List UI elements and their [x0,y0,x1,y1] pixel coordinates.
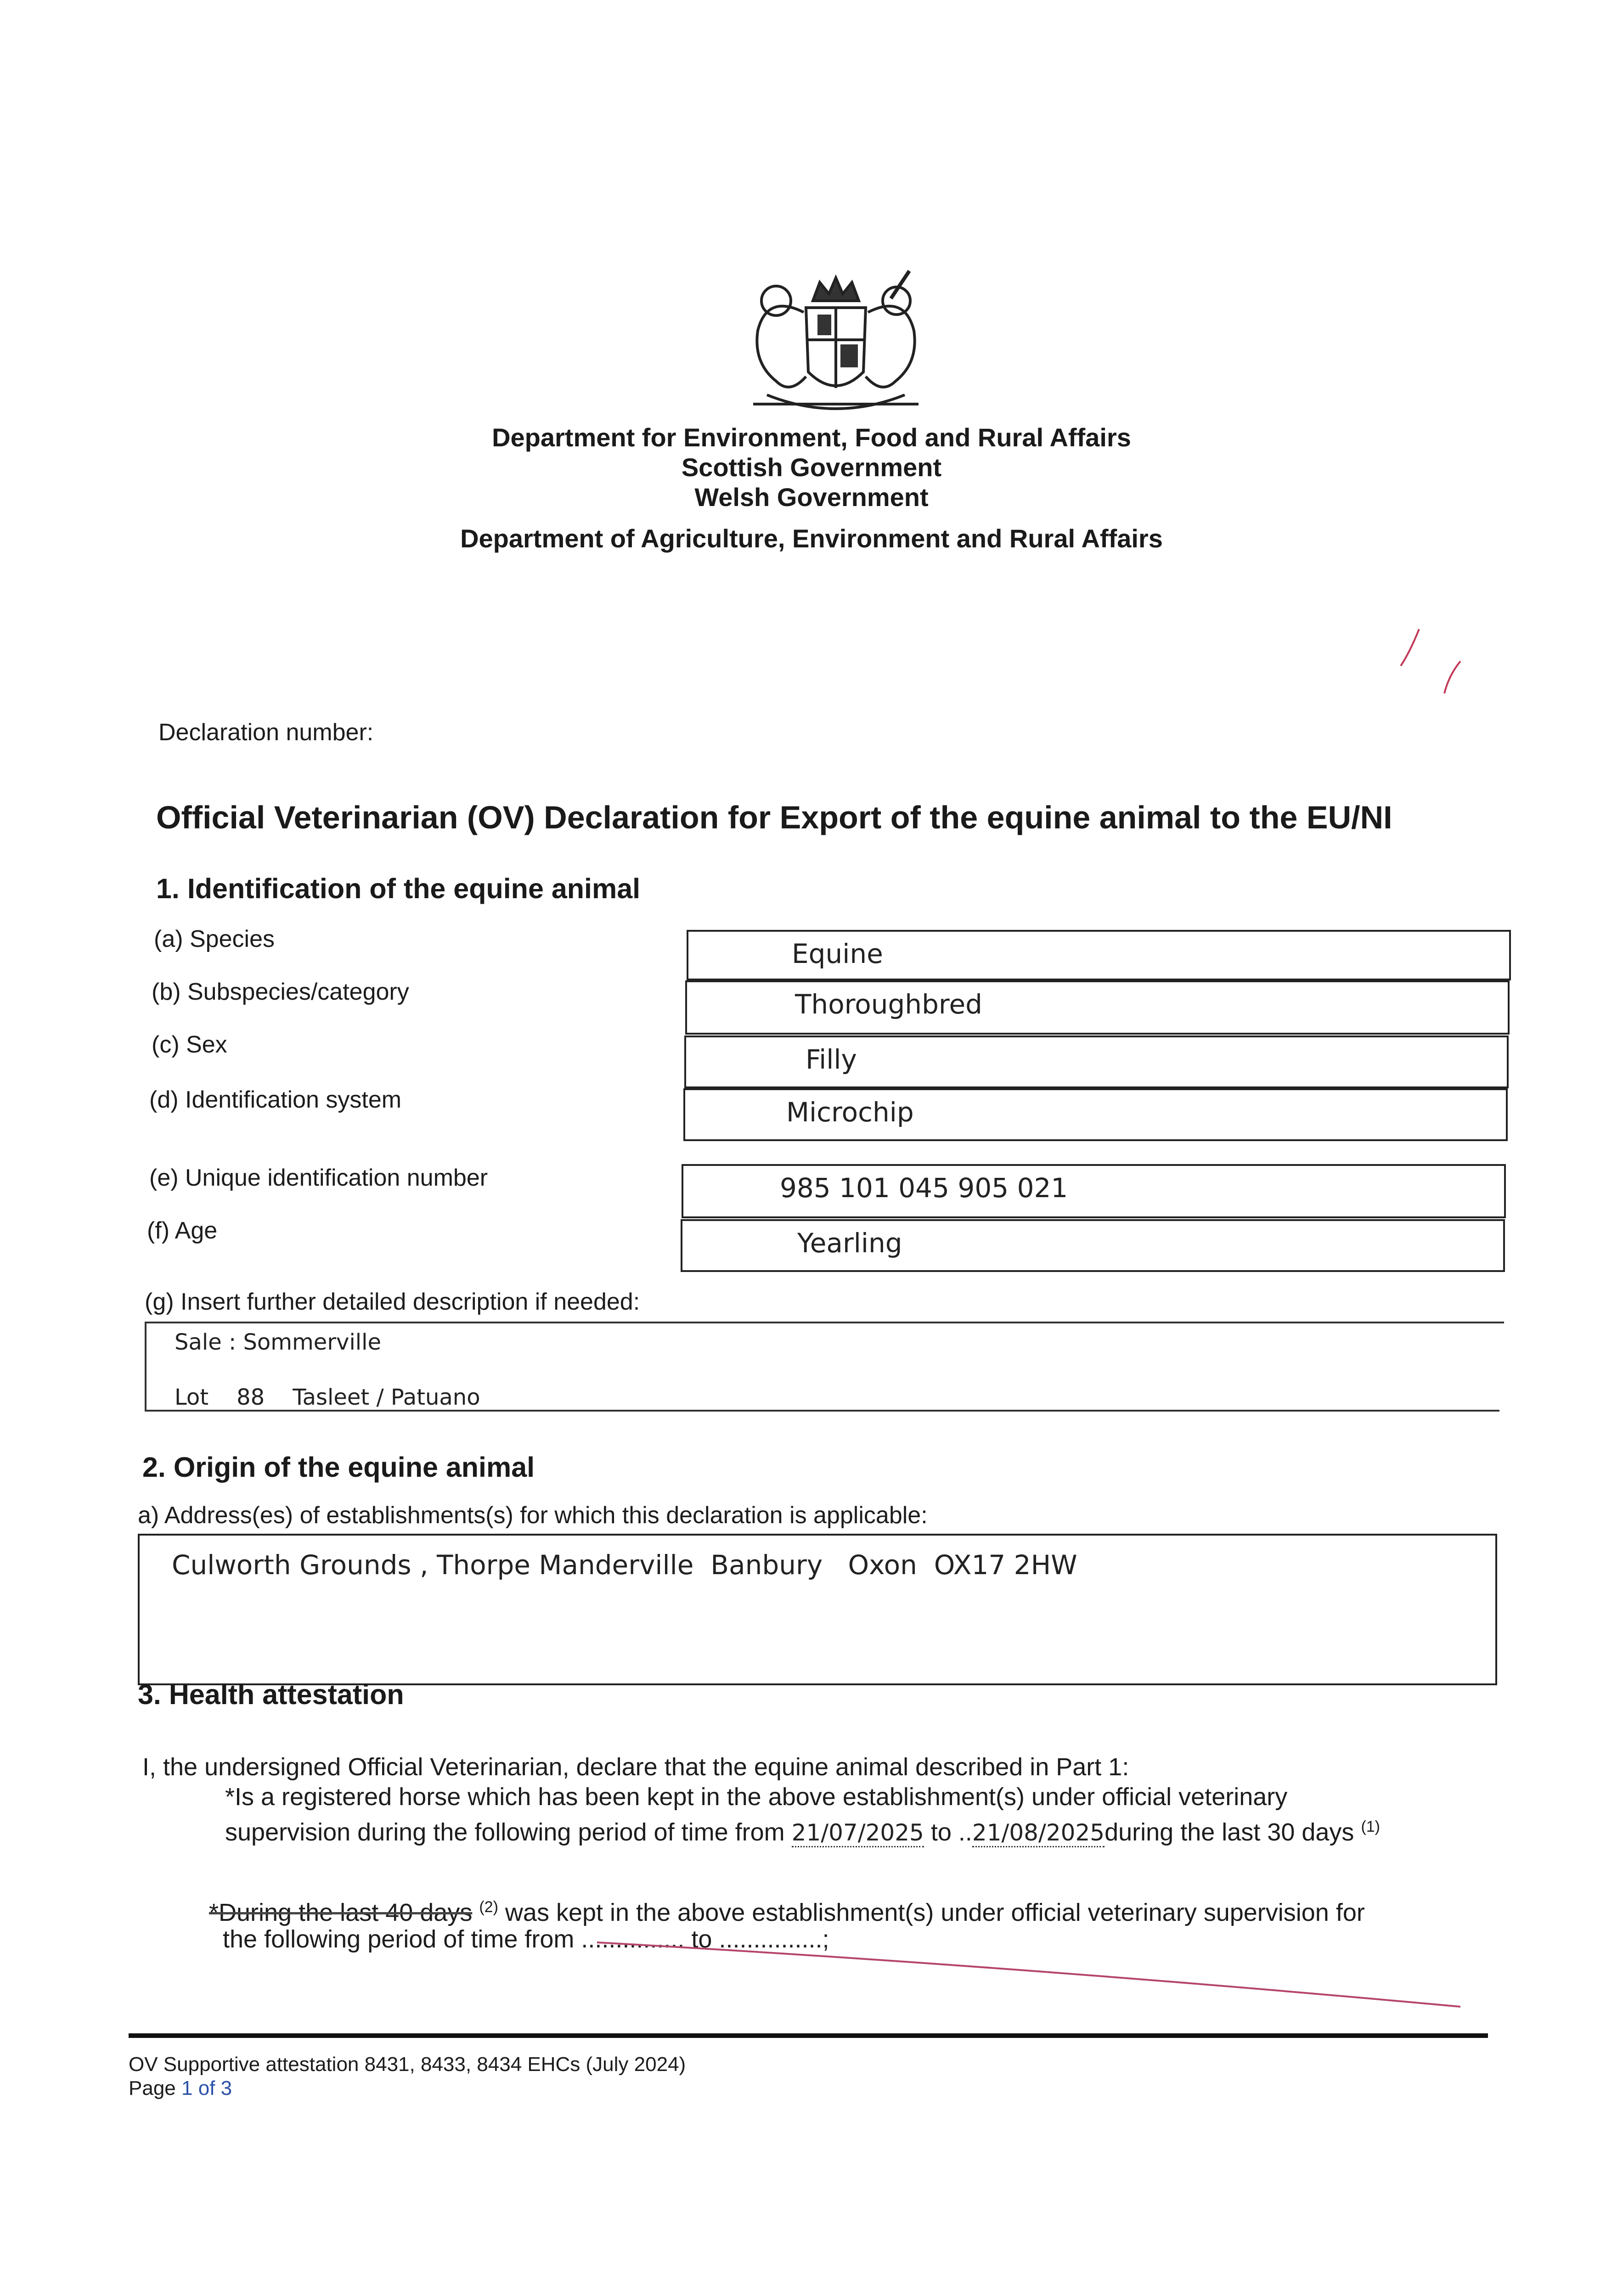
strike-line [597,1933,1470,2016]
footnote-ref: (1) [1361,1818,1381,1835]
check-mark-icon [1392,625,1474,703]
footer-text: OV Supportive attestation 8431, 8433, 8434 EHCs (July 2024) [129,2053,686,2076]
age-value: Yearling [797,1227,902,1259]
subspecies-label: (b) Subspecies/category [152,979,409,1005]
unique-id-label: (e) Unique identification number [149,1165,488,1191]
section-1-heading: 1. Identification of the equine animal [156,873,641,904]
subspecies-field [685,980,1510,1035]
department-name: Scottish Government [681,453,942,482]
attestation-text: to .. [930,1818,972,1846]
attestation-text: during the last 30 days [1105,1818,1354,1846]
address-field [138,1534,1497,1685]
page-of: of [198,2077,215,2099]
attestation-para2-line2: the following period of time from ............... to ...............; [223,1925,829,1953]
further-description-line: Lot 88 Tasleet / Patuano [175,1384,480,1410]
footnote-ref: (2) [479,1898,498,1916]
age-field [681,1219,1505,1272]
page-title: Official Veterinarian (OV) Declaration for Export of the equine animal to the EU/NI [156,799,1392,835]
further-description-line: Sale : Sommerville [175,1329,381,1355]
page-total: 3 [220,2077,232,2099]
unique-id-field [682,1164,1506,1218]
attestation-para1-line1: *Is a registered horse which has been kept in the above establishment(s) under official veterinary [225,1783,1288,1811]
attestation-para2-line1 [209,1892,1365,1928]
address-label: a) Address(es) of establishments(s) for which this declaration is applicable: [138,1502,928,1529]
species-value: Equine [792,938,883,969]
declaration-number-label: Declaration number: [158,719,374,746]
divider [145,1322,1504,1323]
address-value: Culworth Grounds , Thorpe Manderville Banbury Oxon OX17 2HW [172,1549,1077,1581]
attestation-intro: I, the undersigned Official Veterinarian, declare that the equine animal described in Part 1: [142,1753,1129,1781]
sex-field [684,1035,1509,1088]
section-3-heading: 3. Health attestation [138,1679,404,1710]
further-description-label: (g) Insert further detailed description if needed: [145,1289,640,1315]
department-name: Welsh Government [694,483,929,512]
date-to-value: 21/08/2025 [972,1819,1105,1847]
footer-rule [129,2033,1488,2038]
divider [145,1322,147,1411]
identification-system-label: (d) Identification system [149,1086,402,1113]
subspecies-value: Thoroughbred [795,989,982,1020]
identification-system-field [683,1088,1508,1141]
attestation-para1-line2 [225,1812,1380,1848]
attestation-text: supervision during the following period of time from [225,1818,785,1846]
attestation-text: was kept in the above establishment(s) under official veterinary supervision for [505,1899,1365,1926]
age-label: (f) Age [147,1217,218,1244]
identification-system-value: Microchip [786,1097,914,1128]
page-number [129,2077,232,2100]
species-label: (a) Species [154,926,275,952]
sex-value: Filly [806,1044,857,1075]
section-2-heading: 2. Origin of the equine animal [142,1452,535,1483]
unique-id-value: 985 101 045 905 021 [780,1172,1068,1204]
royal-coat-of-arms-logo [726,257,946,427]
species-field [687,930,1511,980]
page-prefix: Page [129,2077,176,2099]
department-name: Department for Environment, Food and Rural Affairs [492,423,1131,452]
page-current: 1 [181,2077,193,2099]
department-name: Department of Agriculture, Environment and Rural Affairs [460,524,1163,553]
sex-label: (c) Sex [152,1031,227,1058]
date-from-value: 21/07/2025 [792,1819,924,1847]
struck-text: *During the last 40 days [209,1899,473,1926]
